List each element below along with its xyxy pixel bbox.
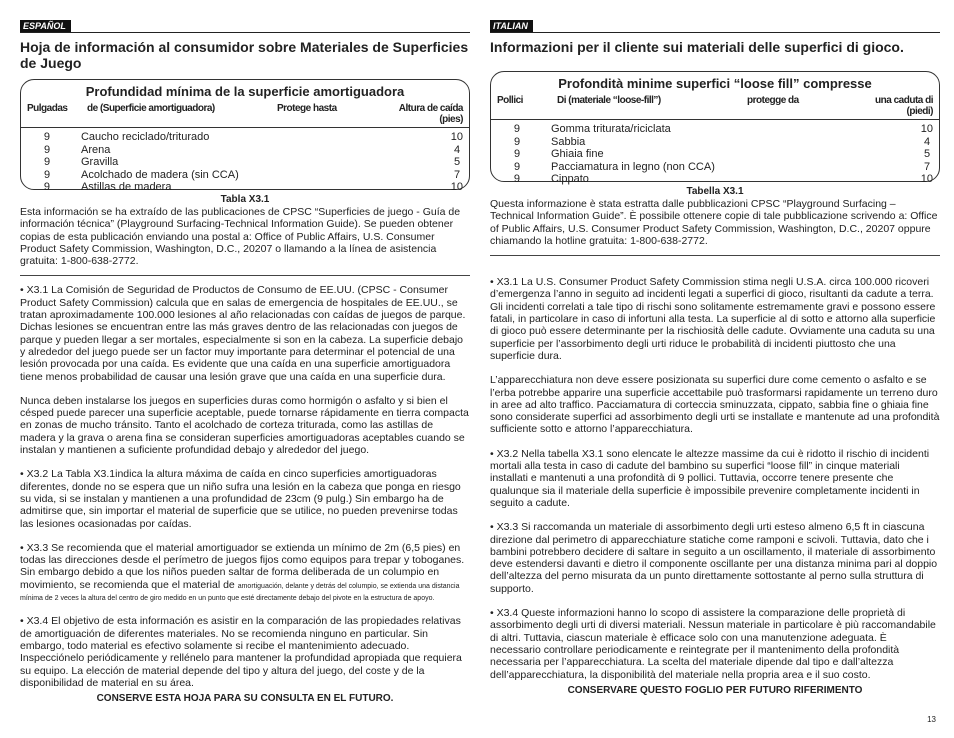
surfacing-table bbox=[20, 79, 470, 193]
table-row bbox=[21, 131, 469, 144]
depth-cell: 9 bbox=[43, 181, 51, 193]
table-header bbox=[21, 101, 469, 128]
table-row bbox=[21, 169, 469, 182]
material-cell: Cippato bbox=[550, 173, 589, 185]
material-cell: Acolchado de madera (sin CCA) bbox=[81, 168, 239, 181]
depth-cell: 9 bbox=[513, 160, 521, 173]
table-row bbox=[491, 161, 939, 174]
height-cell: 7 bbox=[923, 160, 931, 173]
depth-cell: 9 bbox=[513, 135, 521, 148]
language-bar bbox=[20, 20, 470, 33]
page-title: Informazioni per il cliente sui materiali delle superfici di gioco. bbox=[490, 39, 904, 55]
paragraph-surfaces: Nunca deben instalarse los juegos en superficies duras como hormigón o asfalto y si bien el césped puede parecer una superficie aceptable, puede tornarse rápidamente en tierra compacta en zonas de mucho tránsito. Tanto el acolchado de corteza triturada, como las astillas de madera y la grava o arena fina se consideran superficies amortiguadoras aceptables cuando se instalan y mantienen a suficiente profundidad debajo y alrededor del juego. bbox=[20, 394, 469, 457]
column-header: Di (materiale “loose-fill”) bbox=[557, 95, 661, 106]
height-cell: 7 bbox=[453, 168, 461, 181]
material-cell: Astillas de madera bbox=[80, 181, 172, 193]
italian-column bbox=[490, 20, 940, 696]
material-cell: Sabbia bbox=[551, 135, 586, 148]
section-x3-3-small-text: amortiguación, delante y detrás del columpio, se extienda una distancia mínima de 2 veces la altura del centro de giro medido en un punto que esté directamente debajo del pivote en la estructura de apoyo. bbox=[20, 582, 460, 603]
depth-cell: 9 bbox=[43, 143, 51, 156]
material-cell: Pacciamatura in legno (non CCA) bbox=[551, 160, 715, 173]
table-row bbox=[491, 173, 939, 186]
height-cell: 10 bbox=[450, 181, 463, 193]
closing-note: CONSERVARE QUESTO FOGLIO PER FUTURO RIFERIMENTO bbox=[567, 684, 863, 696]
table-row bbox=[21, 156, 469, 169]
surfacing-table bbox=[490, 71, 940, 185]
height-cell: 10 bbox=[920, 123, 933, 135]
paragraph-surfaces: L’apparecchiatura non deve essere posizionata su superfici dure come cemento o asfalto e se l’erba potrebbe apparire una superficie accettabile può trasformarsi rapidamente un terreno duro in aree ad alto traffico. Pacciamatura di corteccia sminuzzata, cippato, sabbia fine o ghiaia fine sono considerate superfici ad assorbimento degli urti se installate e mantenute ad una profondità sufficiente sotto e attorno l’apparecchiatura. bbox=[490, 374, 940, 436]
height-cell: 4 bbox=[453, 143, 461, 156]
depth-cell: 9 bbox=[513, 123, 521, 135]
section-x3-2: • X3.2 La Tabla X3.1indica la altura máxima de caída en cinco superficies amortiguadoras diferentes, donde no se espera que un niño sufra una lesión en la cabeza que ponga en riesgo su vida, si se instalan y mantienen a una profundidad de 23cm (9 pulg.) Sin embargo ha de admitirse que, sin importar el material de superficie que se utilice, no pueden prevenirse todas las lesiones ocasionadas por caídas. bbox=[20, 468, 461, 530]
language-tag: ESPAÑOL bbox=[20, 20, 71, 32]
column-header: Pollici bbox=[497, 95, 523, 106]
table-row bbox=[491, 136, 939, 149]
section-x3-1: • X3.1 La U.S. Consumer Product Safety Commission stima negli U.S.A. circa 100.000 ricoveri d’emergenza l’anno in seguito ad incidenti legati a superfici di gioco, risultanti da cadute a terra. Gli incidenti correlati a tale tipo di rischi sono solitamente estremamente gravi e possono essere fatali, in particolare in caso di infortuni alla testa. La superficie al di sotto e attorno alla superficie di gioco può essere determinante per la rischiosità delle cadute. Ovviamente una caduta su una superficie per l’assorbimento degli urti riduce le probabilità di incidenti piuttosto che una superficie dura. bbox=[490, 276, 936, 362]
intro-paragraph: Esta información se ha extraído de las publicaciones de CPSC “Superficies de juego - Guía de información técnica” (Playground Surfacing-Technical Information Guide). Se pueden obtener copias de esta publicación enviando una postal a: Office of Public Affairs, U.S. Consumer Product Safety Commission, Washington, D.C., 20207 o llamando a la línea de asistencia gratuita: 1-800-638-2772. bbox=[20, 206, 461, 268]
column-header: Pulgadas bbox=[27, 103, 68, 114]
table-row bbox=[491, 148, 939, 161]
height-cell: 10 bbox=[450, 131, 463, 143]
material-cell: Gomma triturata/riciclata bbox=[550, 123, 671, 135]
material-cell: Gravilla bbox=[81, 156, 119, 168]
language-tag: ITALIAN bbox=[490, 20, 533, 32]
divider bbox=[490, 255, 940, 256]
section-x3-3 bbox=[20, 542, 470, 603]
section-x3-1: • X3.1 La Comisión de Seguridad de Productos de Consumo de EE.UU. (CPSC - Consumer Product Safety Commission) calcula que en salas de emergencia de hospitales de EE.UU., se tratan aproximadamente 100.000 lesiones al año relacionadas con caídas de juegos de parque. Dichas lesiones se encuentran entre las más graves dentro de las relacionadas con juegos de parque y pueden llegar a ser mortales, especialmente si son en la cabeza. La superficie debajo y alrededor del juego puede ser un factor muy importante para determinar el potencial de una lesión provocada por una caída. Es evidente que una caída en una superficie amortiguadora tiene menos probabilidad de causar una lesión grave que una caída en una superficie dura. bbox=[20, 284, 466, 383]
section-x3-4: • X3.4 El objetivo de esta información es asistir en la comparación de las propiedades relativas de amortiguación de diferentes materiales. No se recomienda ninguno en particular. Sin embargo, todo material es efectivo solamente si recibe el mantenimiento adecuado. Inspecciónelo periódicamente y rellénelo para mantener la profundidad apropiada que requiera su equipo. La elección de material depende del tipo y altura del juego, del coste y de la disponibilidad de material en su área. bbox=[20, 615, 462, 689]
column-header: protegge da bbox=[747, 95, 799, 106]
column-header: Protege hasta bbox=[277, 103, 337, 114]
height-cell: 5 bbox=[453, 156, 461, 168]
closing-note: CONSERVE ESTA HOJA PARA SU CONSULTA EN EL FUTURO. bbox=[96, 693, 394, 705]
page-number: 13 bbox=[927, 715, 936, 724]
depth-cell: 9 bbox=[43, 168, 51, 181]
table-caption: Tabla X3.1 bbox=[220, 194, 270, 205]
height-cell: 5 bbox=[923, 148, 931, 160]
depth-cell: 9 bbox=[513, 148, 521, 160]
material-cell: Arena bbox=[81, 143, 111, 156]
section-x3-2: • X3.2 Nella tabella X3.1 sono elencate le altezze massime da cui è ridotto il rischio di incidenti mortali alla testa in caso di cadute del bambino su superfici “loose fill” in cinque materiali installati e mantenuti a una profondità di 9 pollici. Tuttavia, occorre tenere presente che qualunque sia il materiale della superficie è impossibile prevenire completamente incidenti in seguito a cadute. bbox=[490, 447, 930, 509]
table-row bbox=[21, 144, 469, 157]
table-title: Profondità minime superfici “loose fill” compresse bbox=[558, 76, 872, 91]
height-cell: 4 bbox=[923, 135, 931, 148]
language-bar bbox=[490, 20, 940, 33]
depth-cell: 9 bbox=[513, 173, 521, 185]
page-title: Hoja de información al consumidor sobre Materiales de Superficies de Juego bbox=[20, 39, 469, 71]
intro-paragraph: Questa informazione è stata estratta dalle pubblicazioni CPSC “Playground Surfacing – Technical Information Guide”. È possibile ottenere copie di tale pubblicazione scrivendo a: Office of Public Affairs, U.S. Consumer Product Safety Commission, Washington, D.C., 20207 oppure chiamando la hotline gratuita: 1-800-638-2772. bbox=[490, 198, 938, 247]
table-title: Profundidad mínima de la superficie amortiguadora bbox=[85, 84, 405, 99]
material-cell: Caucho reciclado/triturado bbox=[80, 131, 210, 143]
depth-cell: 9 bbox=[43, 131, 51, 143]
column-header: Altura de caída (pies) bbox=[398, 103, 463, 125]
table-row bbox=[21, 181, 469, 194]
section-x3-4: • X3.4 Queste informazioni hanno lo scopo di assistere la comparazione delle proprietà di assorbimento degli urti di diversi materiali. Nessun materiale in particolare è più raccomandabile di altri. Tuttavia, ciascun materiale è efficace solo con una manutenzione adeguata. È necessario controllare periodicamente e reintegrate per il mantenimento della profondità necessaria per l’apparecchiatura. La scelta del materiale dipende dal tipo e dall’altezza dell’apparecchiatura, la disponibilità del materiale nella propria area e il suo costo. bbox=[490, 607, 936, 681]
section-x3-3: • X3.3 Si raccomanda un materiale di assorbimento degli urti esteso almeno 6,5 ft in ciascuna direzione dal perimetro di apparecchiature statiche come ramponi e scivoli. Tuttavia, dato che i bambini potrebbero decidere di saltare in seguito a un oscillamento, il materiale di assorbimento deve estendersi davanti e dietro il componente oscillante per una distanza minima pari al doppio dell’altezza del perno misurata da un punto direttamente sottostante al perno sulla struttura di supporto. bbox=[490, 521, 938, 595]
depth-cell: 9 bbox=[43, 156, 51, 168]
height-cell: 10 bbox=[920, 173, 933, 185]
divider bbox=[20, 275, 470, 276]
section-x3-3-text: • X3.3 Se recomienda que el material amortiguador se extienda un mínimo de 2m (6,5 pies) en todas las direcciones desde el perímetro de juegos fijos como equipos para trepar y toboganes. Sin embargo debido a que los niños pueden saltar de forma deliberada de un columpio en movimiento, se recomienda que el material de bbox=[20, 541, 465, 591]
column-header: de (Superficie amortiguadora) bbox=[87, 103, 215, 114]
table-row bbox=[491, 123, 939, 136]
column-header: una caduta di (piedi) bbox=[875, 95, 933, 117]
spanish-column bbox=[20, 20, 470, 704]
table-caption: Tabella X3.1 bbox=[686, 186, 744, 197]
material-cell: Ghiaia fine bbox=[551, 148, 604, 160]
table-header bbox=[491, 93, 939, 120]
